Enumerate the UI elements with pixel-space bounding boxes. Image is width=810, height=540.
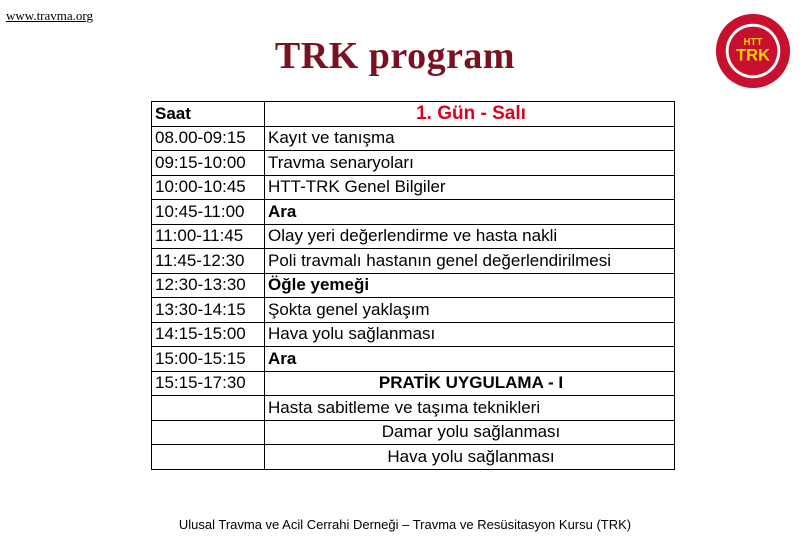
table-row — [152, 175, 675, 200]
time-cell — [152, 420, 265, 445]
activity-cell: HTT-TRK Genel Bilgiler — [265, 175, 675, 200]
footer-text: Ulusal Travma ve Acil Cerrahi Derneği – Travma ve Resüsitasyon Kursu (TRK) — [178, 517, 632, 532]
time-cell: 12:30-13:30 — [152, 273, 265, 298]
time-cell: 15:00-15:15 — [152, 347, 265, 372]
table-row — [152, 224, 675, 249]
table-row — [152, 445, 675, 470]
time-cell: 14:15-15:00 — [152, 322, 265, 347]
time-cell: 09:15-10:00 — [152, 151, 265, 176]
activity-cell: Poli travmalı hastanın genel değerlendirilmesi — [265, 249, 675, 274]
time-cell: 13:30-14:15 — [152, 298, 265, 323]
table-row — [152, 371, 675, 396]
activity-cell: PRATİK UYGULAMA - I — [265, 371, 675, 396]
activity-cell: Damar yolu sağlanması — [265, 420, 675, 445]
table-row — [152, 273, 675, 298]
table-row — [152, 200, 675, 225]
table-row — [152, 249, 675, 274]
time-cell — [152, 445, 265, 470]
trk-logo — [714, 12, 792, 90]
activity-cell: Şokta genel yaklaşım — [265, 298, 675, 323]
activity-cell: Travma senaryoları — [265, 151, 675, 176]
time-cell: 11:45-12:30 — [152, 249, 265, 274]
activity-cell: Ara — [265, 200, 675, 225]
time-cell: 10:00-10:45 — [152, 175, 265, 200]
schedule-table — [151, 101, 675, 470]
time-cell: 08.00-09:15 — [152, 126, 265, 151]
logo-text-main: TRK — [735, 45, 771, 65]
time-cell — [152, 396, 265, 421]
activity-cell: Öğle yemeği — [265, 273, 675, 298]
time-cell: 11:00-11:45 — [152, 224, 265, 249]
time-cell: 15:15-17:30 — [152, 371, 265, 396]
activity-cell: Hava yolu sağlanması — [265, 322, 675, 347]
table-row — [152, 347, 675, 372]
table-row — [152, 396, 675, 421]
table-row — [152, 151, 675, 176]
activity-cell: Hasta sabitleme ve taşıma teknikleri — [265, 396, 675, 421]
logo-text-top: HTT — [743, 37, 763, 49]
table-row — [152, 298, 675, 323]
table-row — [152, 126, 675, 151]
time-cell: 10:45-11:00 — [152, 200, 265, 225]
table-row — [152, 322, 675, 347]
activity-cell: Ara — [265, 347, 675, 372]
header-time: Saat — [152, 102, 265, 127]
header-day: 1. Gün - Salı — [265, 102, 675, 127]
page-title: TRK program — [274, 35, 516, 77]
table-row — [152, 420, 675, 445]
activity-cell: Olay yeri değerlendirme ve hasta nakli — [265, 224, 675, 249]
activity-cell: Kayıt ve tanışma — [265, 126, 675, 151]
activity-cell: Hava yolu sağlanması — [265, 445, 675, 470]
table-header-row — [152, 102, 675, 127]
site-link[interactable]: www.travma.org — [6, 8, 94, 23]
